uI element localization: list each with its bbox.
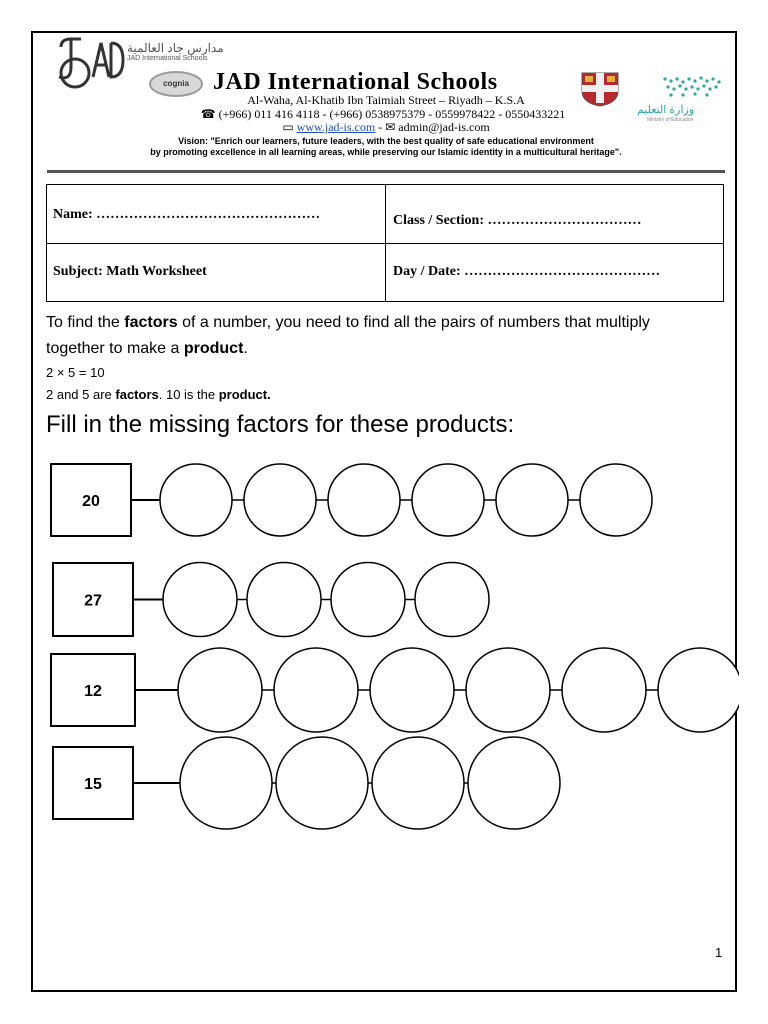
- factor-answer-circle[interactable]: [580, 464, 652, 536]
- explanation-keyword: factors: [115, 387, 159, 402]
- page-number: 1: [715, 945, 723, 960]
- contact-separator: -: [378, 120, 386, 134]
- school-english-small: JAD International Schools: [127, 55, 208, 62]
- factor-answer-circle[interactable]: [658, 648, 739, 732]
- factor-answer-circle[interactable]: [562, 648, 646, 732]
- table-divider-horizontal: [47, 243, 723, 244]
- product-value: 20: [82, 493, 100, 510]
- factor-chains-diagram: [33, 33, 739, 994]
- exercise-heading: Fill in the missing factors for these products:: [46, 411, 515, 438]
- factor-answer-circle[interactable]: [496, 464, 568, 536]
- worksheet-page: [31, 31, 737, 992]
- web-icon: ▭: [282, 120, 297, 134]
- factor-answer-circle[interactable]: [412, 464, 484, 536]
- factor-answer-circle[interactable]: [276, 737, 368, 829]
- school-contacts: [33, 120, 739, 135]
- phone-icon: ☎: [200, 107, 219, 121]
- ministry-arabic-name: وزارة التعليم: [637, 104, 695, 116]
- explanation-keyword: product.: [218, 387, 271, 402]
- factor-answer-circle[interactable]: [247, 563, 321, 637]
- website-link[interactable]: www.jad-is.com: [296, 120, 376, 134]
- factor-answer-circle[interactable]: [372, 737, 464, 829]
- factor-answer-circle[interactable]: [244, 464, 316, 536]
- vision-line-1: Vision: "Enrich our learners, future leaders, with the best quality of safe educational environment: [178, 136, 594, 146]
- intro-text: of a number, you need to find all the pairs of numbers that multiply: [177, 314, 650, 331]
- school-name: JAD International Schools: [213, 69, 498, 95]
- intro-keyword-product: product: [183, 340, 244, 357]
- school-address: Al-Waha, Al-Khatib Ibn Taimiah Street – Riyadh – K.S.A: [247, 93, 525, 107]
- name-field[interactable]: Name: …………………………………………: [53, 207, 321, 222]
- product-value: 15: [84, 776, 102, 793]
- vision-line-2: by promoting excellence in all learning areas, while preserving our Islamic identity in a multicultural heritage".: [150, 147, 622, 157]
- cognia-logo: cognia: [149, 71, 203, 97]
- class-section-field[interactable]: Class / Section: ……………………………: [393, 213, 642, 228]
- mail-icon: ✉: [385, 120, 399, 134]
- day-date-field[interactable]: Day / Date: ……………………………………: [393, 264, 661, 279]
- example-explanation: [46, 387, 271, 402]
- explanation-text: . 10 is the: [158, 387, 219, 402]
- student-info-table: [46, 184, 724, 302]
- header-divider: [47, 170, 725, 173]
- school-arabic-name: مدارس جاد العالمية: [127, 41, 224, 55]
- factor-answer-circle[interactable]: [180, 737, 272, 829]
- subject-label: Subject: Math Worksheet: [53, 264, 207, 279]
- explanation-text: 2 and 5 are: [46, 387, 116, 402]
- intro-keyword-factors: factors: [124, 314, 178, 331]
- product-value: 12: [84, 683, 102, 700]
- phones-text: (+966) 011 416 4118 - (+966) 0538975379 - 0559978422 - 0550433221: [218, 107, 566, 121]
- intro-text: .: [243, 340, 248, 357]
- factor-answer-circle[interactable]: [328, 464, 400, 536]
- factor-answer-circle[interactable]: [160, 464, 232, 536]
- factor-answer-circle[interactable]: [415, 563, 489, 637]
- jad-logo: [53, 37, 125, 93]
- intro-line-2: [46, 338, 248, 360]
- factor-answer-circle[interactable]: [163, 563, 237, 637]
- ministry-english-name: Ministry of Education: [647, 117, 694, 123]
- intro-text: together to make a: [46, 340, 184, 357]
- product-value: 27: [84, 592, 102, 610]
- factor-answer-circle[interactable]: [466, 648, 550, 732]
- intro-line-1: [46, 312, 650, 334]
- example-equation: 2 × 5 = 10: [46, 365, 105, 380]
- intro-text: To find the: [46, 314, 125, 331]
- factor-answer-circle[interactable]: [468, 737, 560, 829]
- factor-answer-circle[interactable]: [331, 563, 405, 637]
- factor-answer-circle[interactable]: [370, 648, 454, 732]
- factor-answer-circle[interactable]: [178, 648, 262, 732]
- email-text: admin@jad-is.com: [398, 120, 490, 134]
- factor-answer-circle[interactable]: [274, 648, 358, 732]
